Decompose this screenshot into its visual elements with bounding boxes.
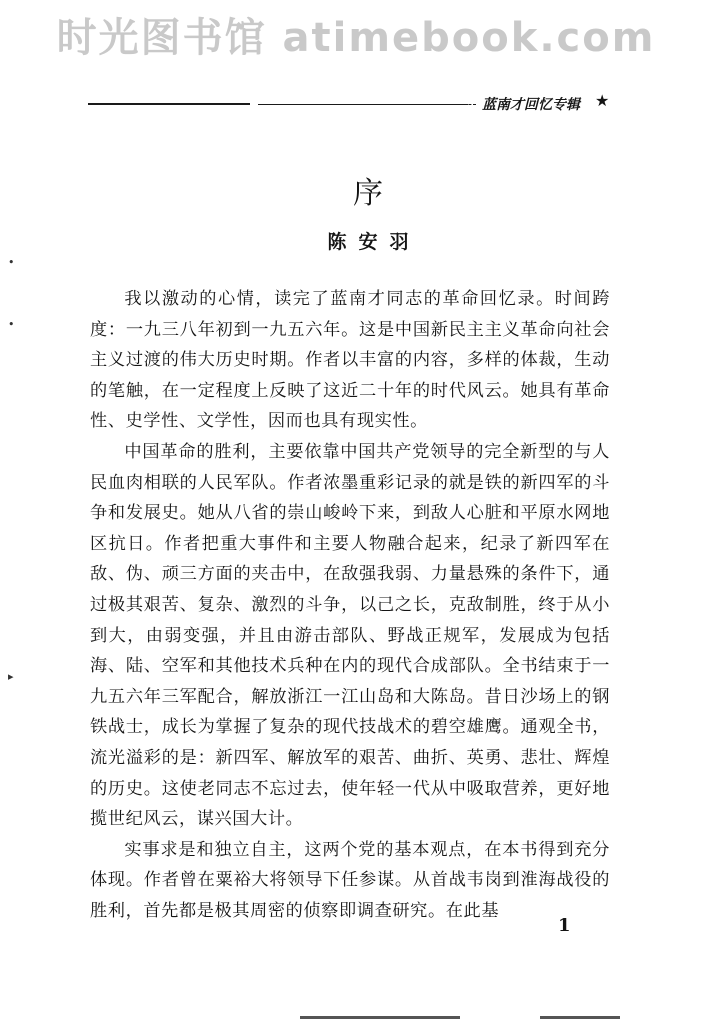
header-rule <box>258 104 468 105</box>
page-number: 1 <box>558 915 571 936</box>
header-rule-dashed <box>450 104 476 106</box>
chapter-title: 序 <box>353 176 383 211</box>
paragraph: 中国革命的胜利，主要依靠中国共产党领导的完全新型的与人民血肉相联的人民军队。作者浓墨重彩记录的就是铁的新四军的斗争和发展史。她从八省的崇山峻岭下来，到敌人心脏和平原水网地区抗日。作者把重大事件和主要人物融合起来，纪录了新四军在敌、伪、顽三方面的夹击中，在敌强我弱、力量悬殊的条件下，通过极其艰苦、复杂、激烈的斗争，以己之长，克敌制胜，终于从小到大，由弱变强，并且由游击部队、野战正规军，发展成为包括海、陆、空军和其他技术兵种在内的现代合成部队。全书结束于一九五六年三军配合，解放浙江一江山岛和大陈岛。昔日沙场上的钢铁战士，成长为掌握了复杂的现代技战术的碧空雄鹰。通观全书，流光溢彩的是：新四军、解放军的艰苦、曲折、英勇、悲壮、辉煌的历史。这使老同志不忘过去，使年轻一代从中吸取营养，更好地揽世纪风云，谋兴国大计。 <box>90 441 610 830</box>
paragraph: 实事求是和独立自主，这两个党的基本观点，在本书得到充分体现。作者曾在粟裕大将领导下任参谋。从首战韦岗到淮海战役的胜利，首先都是极其周密的侦察即调查研究。在此基 <box>90 839 610 921</box>
body-text <box>90 284 610 926</box>
star-icon: ★ <box>595 91 610 110</box>
scan-artifact <box>540 1016 620 1019</box>
running-head: 蓝南才回忆专辑 <box>482 97 580 113</box>
watermark: 时光图书馆 atimebook.com <box>56 15 656 61</box>
header-rule <box>88 103 250 105</box>
margin-mark: ▸ <box>8 670 14 683</box>
scan-artifact <box>300 1016 460 1019</box>
margin-mark: • <box>8 256 15 269</box>
author-name: 陈安羽 <box>327 231 421 253</box>
paragraph: 我以激动的心情，读完了蓝南才同志的革命回忆录。时间跨度：一九三八年初到一九五六年。这是中国新民主主义革命向社会主义过渡的伟大历史时期。作者以丰富的内容，多样的体裁，生动的笔触，在一定程度上反映了这近二十年的时代风云。她具有革命性、史学性、文学性，因而也具有现实性。 <box>90 289 610 432</box>
margin-mark: • <box>8 318 15 331</box>
